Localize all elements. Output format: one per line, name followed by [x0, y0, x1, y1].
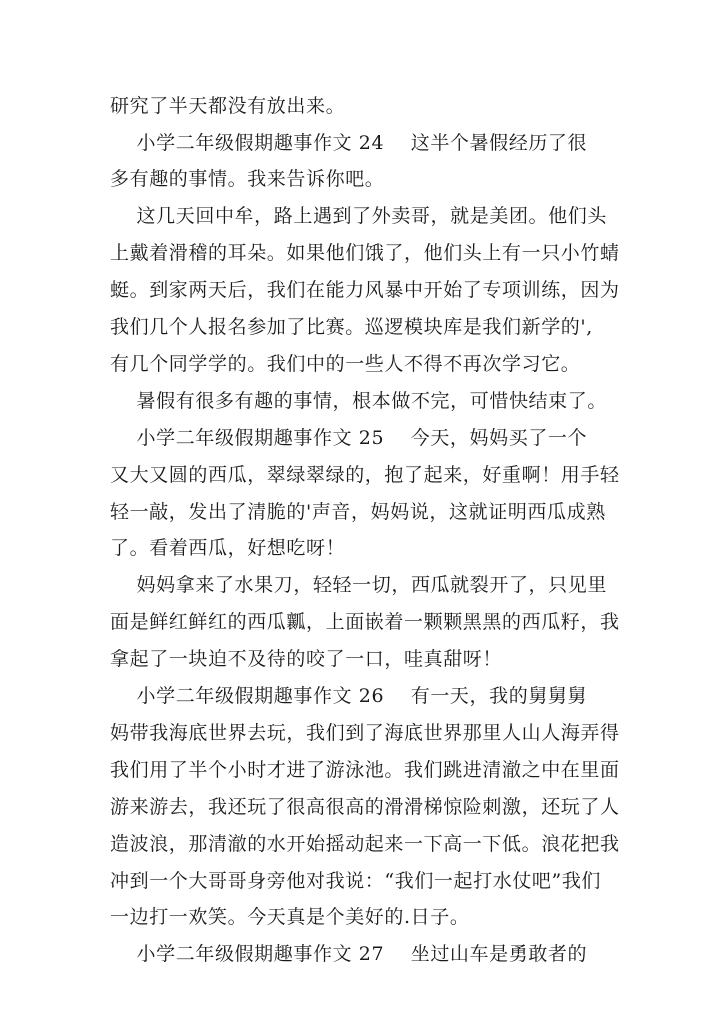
- text-line: 蜓。到家两天后，我们在能力风暴中开始了专项训练，因为: [110, 279, 620, 301]
- text-line: 这几天回中牟，路上遇到了外卖哥，就是美团。他们头: [110, 205, 607, 227]
- text-line: 一边打一欢笑。今天真是个美好的.日子。: [110, 906, 470, 928]
- text-line: 小学二年级假期趣事作文 25 今天，妈妈买了一个: [110, 427, 588, 449]
- text-line: 上戴着滑稽的耳朵。如果他们饿了，他们头上有一只小竹蜻: [110, 242, 620, 264]
- text-line: 轻一敲，发出了清脆的'声音，妈妈说，这就证明西瓜成熟: [110, 501, 606, 523]
- text-line: 造波浪，那清澈的水开始摇动起来一下高一下低。浪花把我: [110, 833, 620, 855]
- text-line: 我们几个人报名参加了比赛。巡逻模块库是我们新学的',: [110, 316, 593, 338]
- text-line: 暑假有很多有趣的事情，根本做不完，可惜快结束了。: [110, 390, 607, 412]
- text-line: 我们用了半个小时才进了游泳池。我们跳进清澈之中在里面: [110, 759, 620, 781]
- text-line: 妈带我海底世界去玩，我们到了海底世界那里人山人海弄得: [110, 722, 620, 744]
- text-line: 小学二年级假期趣事作文 27 坐过山车是勇敢者的: [110, 943, 588, 965]
- text-line: 冲到一个大哥哥身旁他对我说：“我们一起打水仗吧”我们: [110, 870, 602, 892]
- text-line: 小学二年级假期趣事作文 26 有一天，我的舅舅舅: [110, 685, 588, 707]
- text-line: 游来游去，我还玩了很高很高的滑滑梯惊险刺激，还玩了人: [110, 796, 620, 818]
- text-line: 多有趣的事情。我来告诉你吧。: [110, 168, 385, 190]
- text-line: 面是鲜红鲜红的西瓜瓤，上面嵌着一颗颗黑黑的西瓜籽，我: [110, 611, 620, 633]
- text-line: 研究了半天都没有放出来。: [110, 95, 346, 117]
- text-line: 妈妈拿来了水果刀，轻轻一切，西瓜就裂开了，只见里: [110, 574, 607, 596]
- text-line: 拿起了一块迫不及待的咬了一口，哇真甜呀！: [110, 648, 503, 670]
- text-line: 又大又圆的西瓜，翠绿翠绿的，抱了起来，好重啊！用手轻: [110, 464, 620, 486]
- text-line: 有几个同学学的。我们中的一些人不得不再次学习它。: [110, 353, 581, 375]
- text-line: 小学二年级假期趣事作文 24 这半个暑假经历了很: [110, 132, 588, 154]
- text-line: 了。看着西瓜，好想吃呀！: [110, 537, 346, 559]
